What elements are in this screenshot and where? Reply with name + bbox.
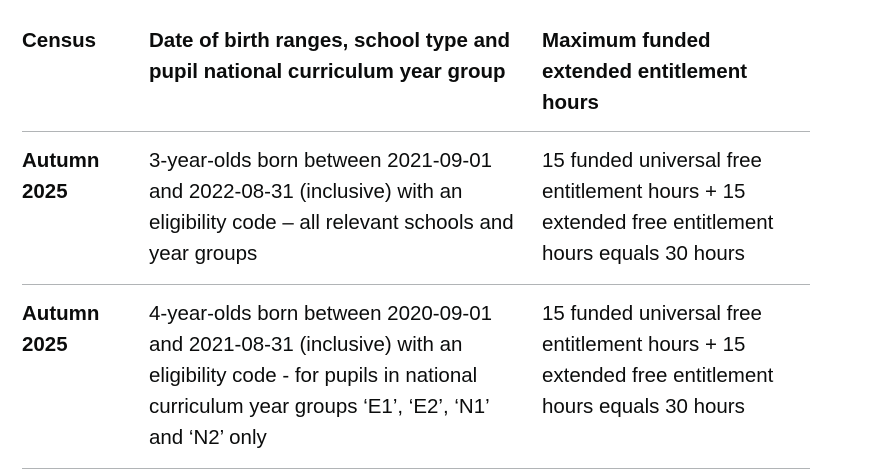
table-row (22, 285, 810, 469)
row-hours (542, 132, 810, 285)
row-criteria (149, 285, 542, 469)
row-hours-text: 15 funded universal free entitlement hours + 15 extended free entitlement hours equals 30 hours (542, 149, 774, 265)
row-census-text: Autumn 2025 (22, 149, 100, 203)
row-hours (542, 285, 810, 469)
table-header (22, 20, 810, 132)
row-criteria-text: 3-year-olds born between 2021-09-01 and 2022-08-31 (inclusive) with an eligibility code – all relevant schools and year groups (149, 149, 514, 265)
header-criteria (149, 20, 542, 132)
row-hours-text: 15 funded universal free entitlement hours + 15 extended free entitlement hours equals 30 hours (542, 302, 774, 418)
header-hours (542, 20, 810, 132)
entitlement-table-container (22, 20, 810, 469)
table-row (22, 132, 810, 285)
header-row (22, 20, 810, 132)
entitlement-table (22, 20, 810, 469)
row-criteria-text: 4-year-olds born between 2020-09-01 and 2021-08-31 (inclusive) with an eligibility code - for pupils in national curriculum year groups ‘E1’, ‘E2’, ‘N1’ and ‘N2’ only (149, 302, 493, 449)
header-hours-text: Maximum funded extended entitlement hours (542, 29, 748, 114)
header-census (22, 20, 149, 132)
row-criteria (149, 132, 542, 285)
table-body (22, 132, 810, 469)
row-census (22, 132, 149, 285)
header-criteria-text: Date of birth ranges, school type and pupil national curriculum year group (149, 29, 511, 83)
header-census-text: Census (22, 29, 97, 52)
row-census (22, 285, 149, 469)
row-census-text: Autumn 2025 (22, 302, 100, 356)
